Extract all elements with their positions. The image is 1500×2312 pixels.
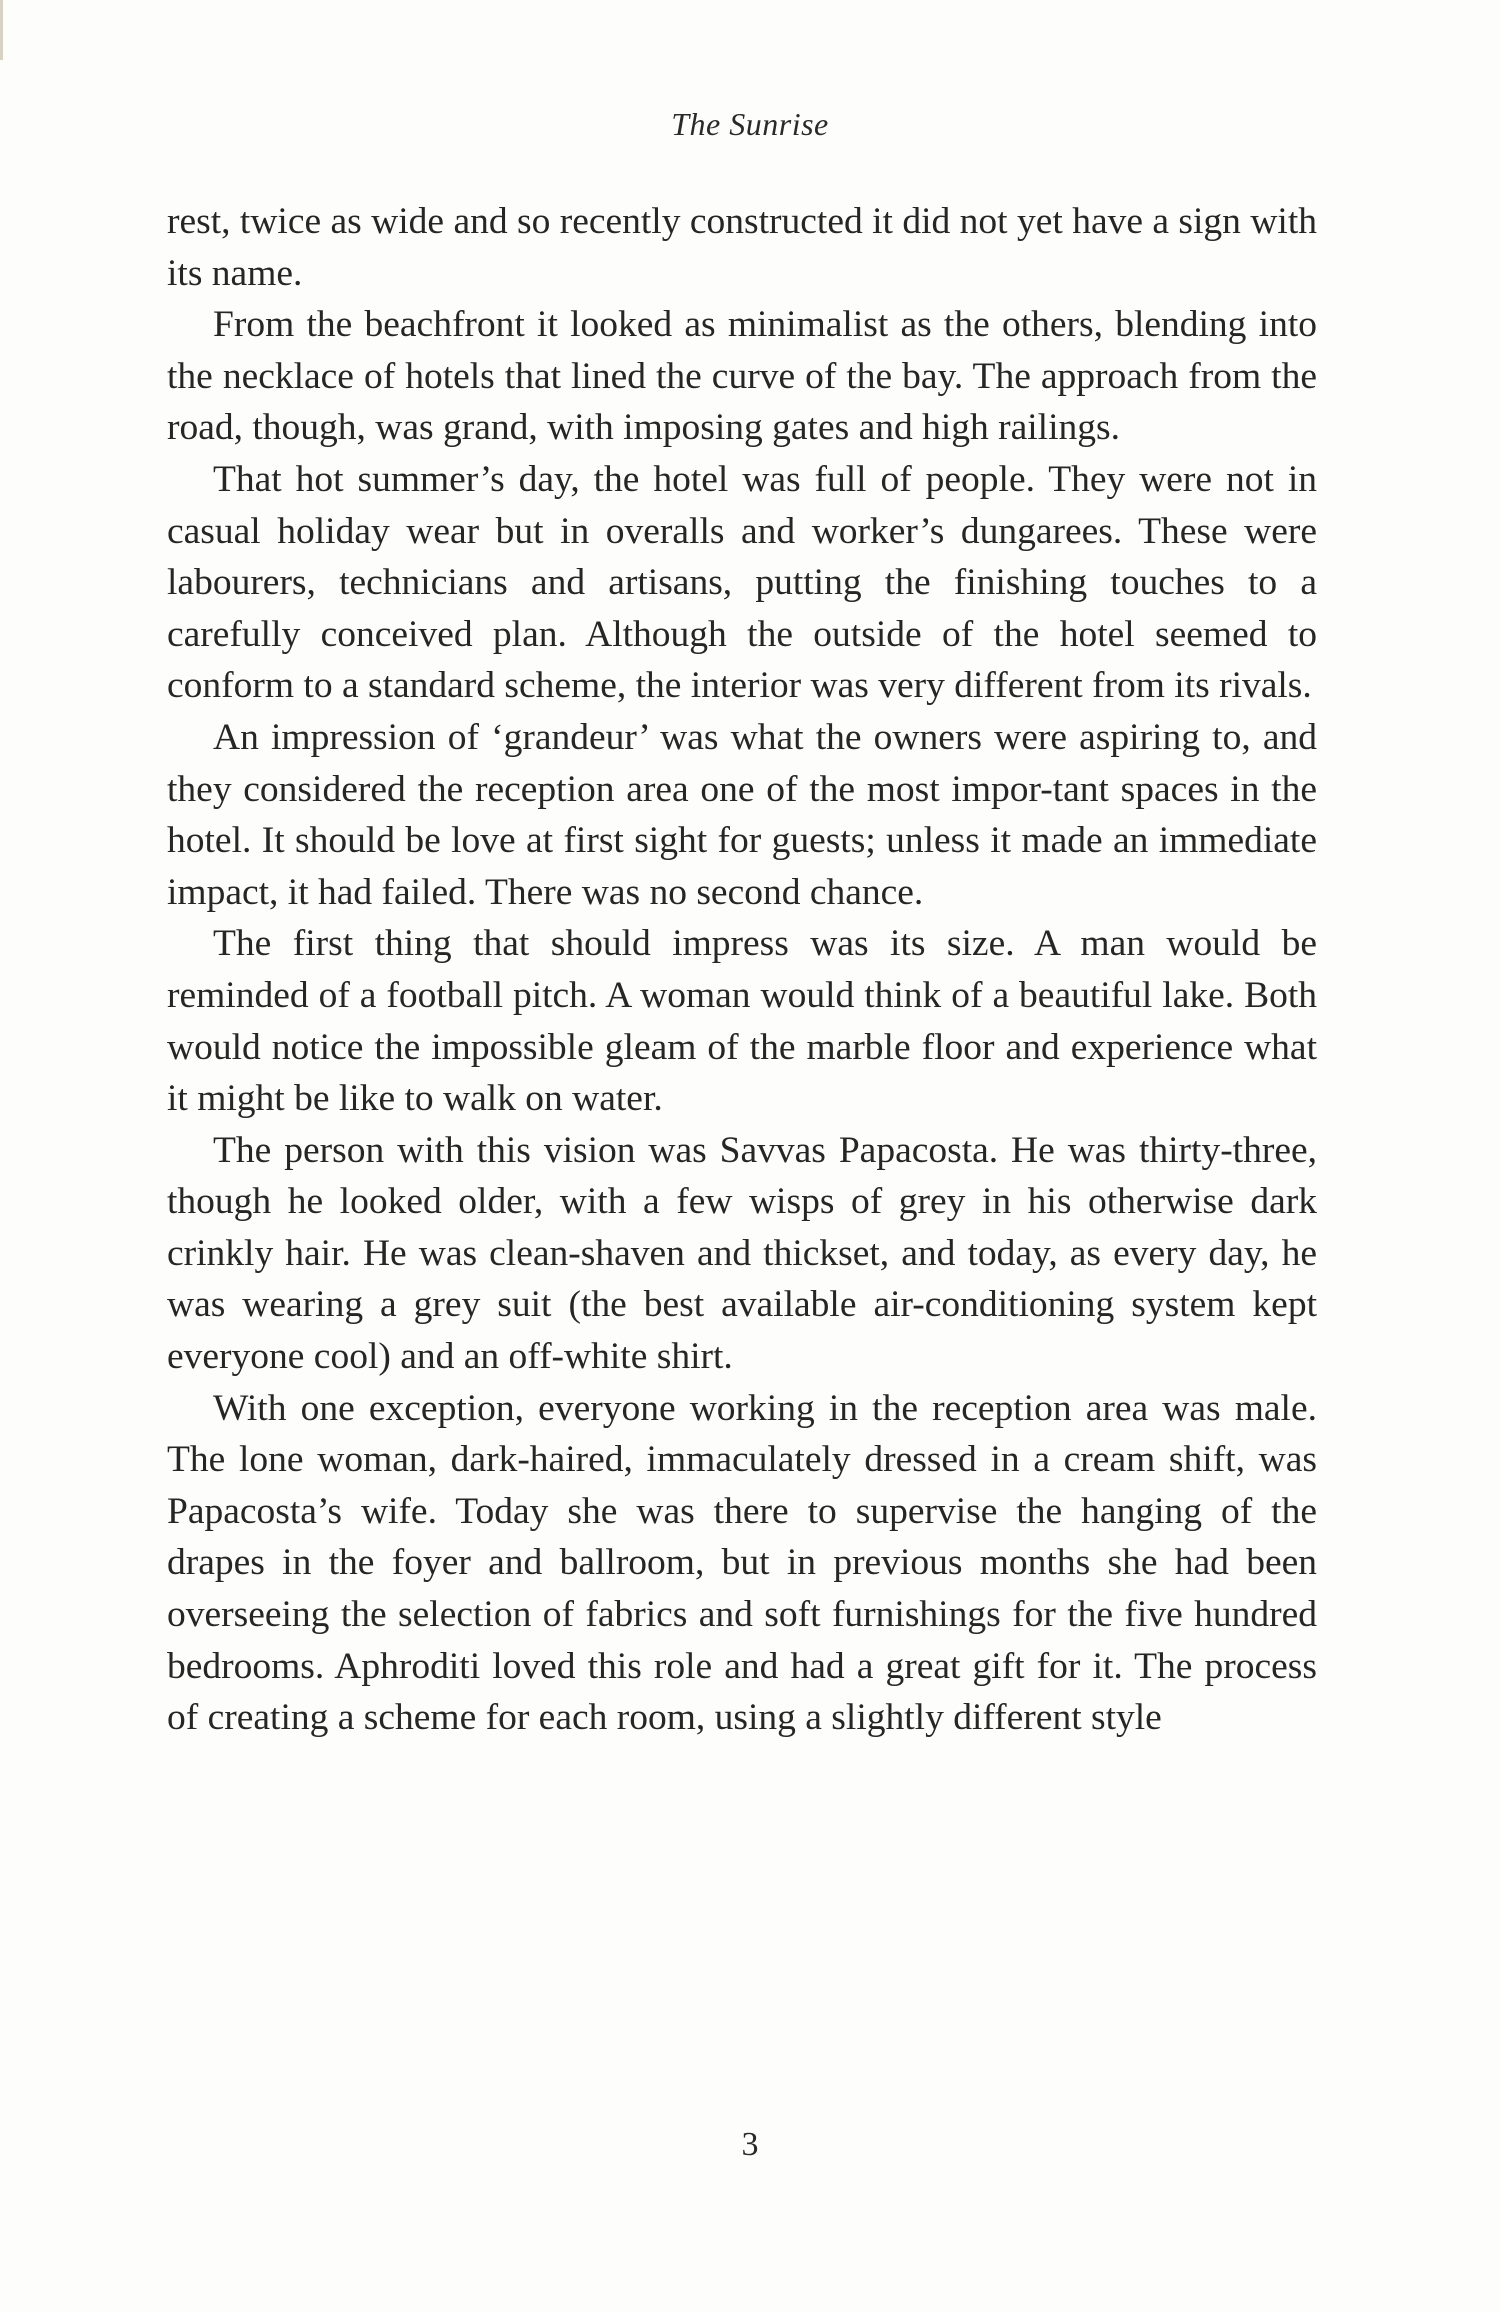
paragraph-continued: rest, twice as wide and so recently constructed it did not yet have a sign with its name. (167, 201, 1317, 294)
paragraph: An impression of ‘grandeur’ was what the owners were aspiring to, and they considered the reception area one of the most impor-tant spaces in the hotel. It should be love at first sight for guests; unless it made an immediate impact, it had failed. There was no second chance. (167, 716, 1317, 913)
paragraph: That hot summer’s day, the hotel was full of people. They were not in casual holiday wear but in overalls and worker’s dungarees. These were labourers, technicians and artisans, putting the finishing touches to a carefully conceived plan. Although the outside of the hotel seemed to conform to a standard scheme, the interior was very different from its rivals. (167, 458, 1317, 707)
page-number: 3 (741, 2126, 759, 2163)
scan-edge-mark (0, 0, 3, 60)
paragraph: The first thing that should impress was its size. A man would be reminded of a football pitch. A woman would think of a beautiful lake. Both would notice the impossible gleam of the marble floor and experience what it might be like to walk on water. (167, 923, 1317, 1120)
paragraph: The person with this vision was Savvas Papacosta. He was thirty-three, though he looked older, with a few wisps of grey in his otherwise dark crinkly hair. He was clean-shaven and thickset, and today, as every day, he was wearing a grey suit (the best available air-conditioning system kept everyone cool) and an off-white shirt. (167, 1129, 1317, 1378)
running-head: The Sunrise (671, 106, 829, 142)
paragraph: With one exception, everyone working in the reception area was male. The lone woman, dark-haired, immaculately dressed in a cream shift, was Papacosta’s wife. Today she was there to supervise the hanging of the drapes in the foyer and ballroom, but in previous months she had been overseeing the selection of fabrics and soft furnishings for the five hundred bedrooms. Aphroditi loved this role and had a great gift for it. The process of creating a scheme for each room, using a slightly different style (167, 1387, 1317, 1739)
paragraph: From the beachfront it looked as minimalist as the others, blending into the necklace of hotels that lined the curve of the bay. The approach from the road, though, was grand, with imposing gates and high railings. (167, 304, 1317, 449)
body-text (167, 196, 1317, 1744)
